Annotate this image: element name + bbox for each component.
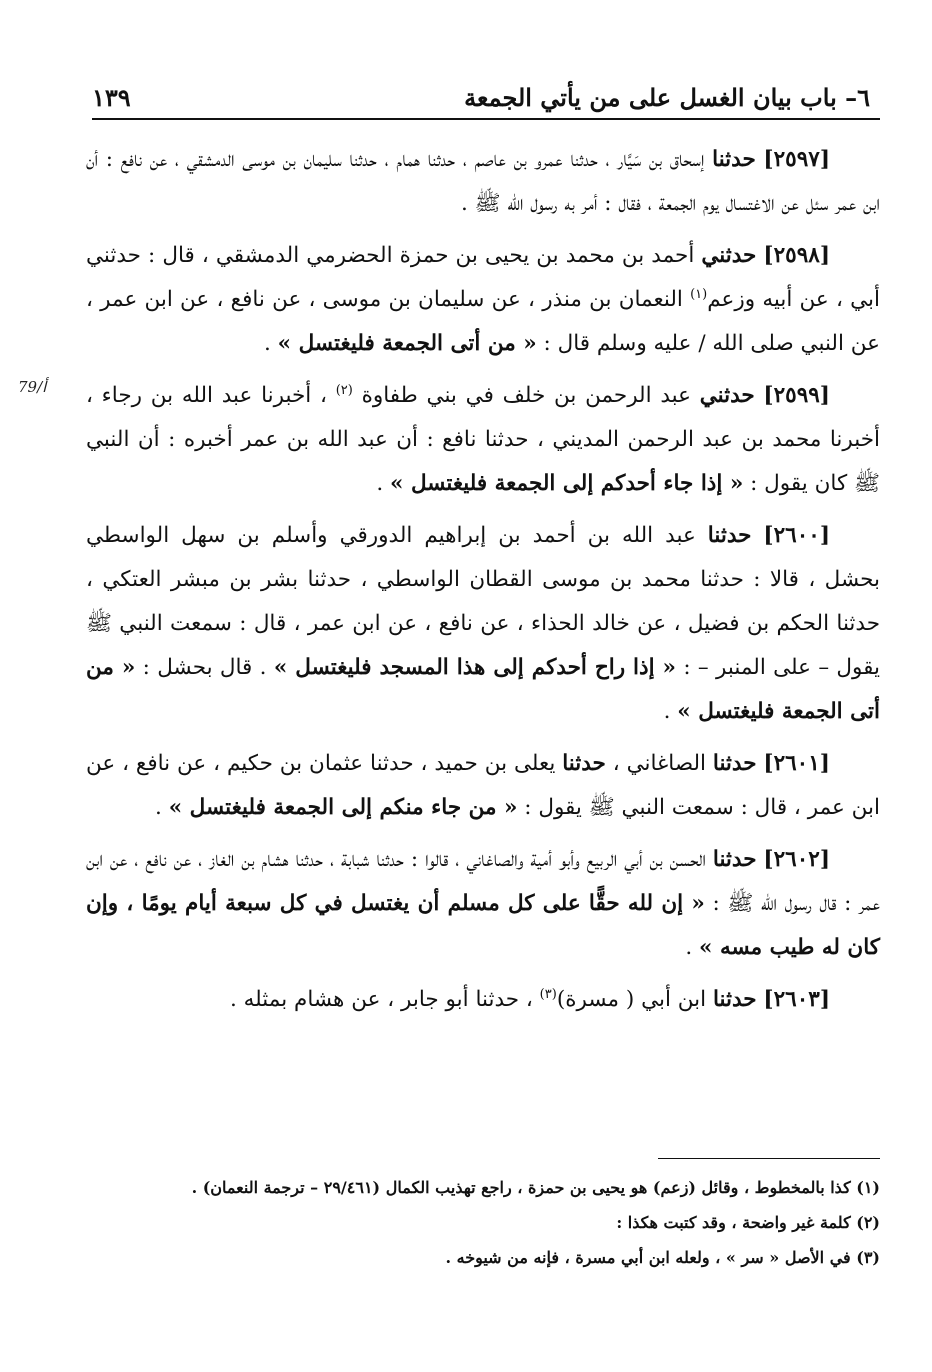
hadith-matn: « من أتى الجمعة فليغتسل » [86,655,880,724]
sentence-end: . [685,935,693,960]
hadith-number: [٢٦٠٣] [763,987,830,1012]
hadith-text: . قال بحشل : [142,655,267,680]
sentence-end: . [263,331,271,356]
hadith-text: النعمان بن منذر ، عن سليمان بن موسى ، عن نافع ، عن ابن عمر ، عن النبي صلى الله / عليه وسلم قال : [86,287,880,356]
hadith-number: [٢٦٠٢] [763,847,830,872]
hadith-2601 [86,742,880,830]
narration-opening: حدثنا [707,523,752,548]
hadith-2599 [86,374,880,506]
footnote-2: (٢) كلمة غير واضحة ، وقد كتبت هكذا : [616,1213,880,1232]
hadith-number: [٢٥٩٨] [763,243,830,268]
hadith-text: عبد الله بن أحمد بن إبراهيم الدورقي وأسلم بن سهل الواسطي بحشل ، قالا : حدثنا محمد بن موسى القطان الواسطي ، حدثنا بشر بن مبشر العتكي ، حدثنا الحكم بن فضيل ، عن خالد الحذاء ، عن نافع ، عن ابن عمر ، قال : سمعت النبي ﷺ يقول – على المنبر – : [86,523,880,680]
hadith-text: إسحاق بن سَيَّار ، حدثنا عمرو بن عاصم ، حدثنا همام ، حدثنا سليمان بن موسى الدمشقي ، عن نافع : أن ابن عمر سئل عن الاغتسال يوم الجمعة ، فقال : أمر به رسول الله ﷺ . [86,147,880,216]
page-header [92,70,870,112]
hadith-text: الصاغاني ، [612,751,706,776]
sentence-end: . [663,699,671,724]
sentence-end: . [155,795,162,820]
sentence-end: . [376,471,384,496]
hadith-2603 [86,978,880,1022]
hadith-body [86,138,880,1026]
footnote-1: (١) كذا بالمخطوط ، وقائل (زعم) هو يحيى بن حمزة ، راجع تهذيب الكمال (٢٩/٤٦١ – ترجمة النعمان) . [191,1178,880,1197]
hadith-number: [٢٦٠١] [763,751,830,776]
narration-opening: حدثني [701,243,757,268]
hadith-number: [٢٥٩٩] [763,383,830,408]
page-number: ١٣٩ [92,83,131,112]
hadith-text: ، أخبرنا عبد الله بن رجاء ، أخبرنا محمد بن عبد الرحمن المديني ، حدثنا نافع : أن عبد الله بن عمر أخبره : أن النبي ﷺ كان يقول : [86,383,880,496]
footnote-ref[interactable]: (٣) [539,986,557,1002]
hadith-matn: « إذا راح أحدكم إلى هذا المسجد فليغتسل » [273,655,676,680]
hadith-matn: « من أتى الجمعة فليغتسل » [277,331,537,356]
hadith-matn: « من جاء منكم إلى الجمعة فليغتسل » [168,795,518,820]
hadith-text: الحسن بن أبي الربيع وأبو أمية والصاغاني ، قالوا : حدثنا شبابة ، حدثنا هشام بن الغاز ، عن نافع ، عن ابن عمر : قال رسول الله ﷺ : [86,847,880,916]
hadith-number: [٢٥٩٧] [763,147,830,172]
hadith-2600 [86,514,880,734]
footnote-3: (٣) في الأصل « سر » ، ولعله ابن أبي مسرة ، فإنه من شيوخه . [445,1248,880,1267]
hadith-text: ، حدثنا أبو جابر ، عن هشام بمثله . [229,987,533,1012]
footnote-ref[interactable]: (١) [690,286,708,302]
footnote-separator [658,1158,880,1159]
hadith-text: أحمد بن محمد بن يحيى بن حمزة الحضرمي الدمشقي ، قال : حدثني أبي ، عن أبيه وزعم [86,243,880,312]
narration-opening: حدثنا [712,987,757,1012]
running-title: ٦– باب بيان الغسل على من يأتي الجمعة [464,83,870,112]
narration-opening: حدثنا [712,751,757,776]
hadith-text: ابن أبي ( مسرة) [556,987,707,1012]
narration-opening: حدثنا [712,147,756,172]
margin-note: 79/أ [18,378,47,396]
footnotes [100,1170,880,1275]
header-rule [92,118,880,120]
footnote-ref[interactable]: (٢) [335,382,353,398]
hadith-2598 [86,234,880,366]
hadith-number: [٢٦٠٠] [763,523,830,548]
narration-opening: حدثنا [562,751,606,776]
hadith-matn: « إن لله حقًّا على كل مسلم أن يغتسل في كل سبعة أيام يومًا ، وإن كان له طيب مسه » [86,891,880,960]
hadith-text: عبد الرحمن بن خلف في بني طفاوة [361,383,691,408]
hadith-text: يعلى بن حميد ، حدثنا عثمان بن حكيم ، عن نافع ، عن ابن عمر ، قال : سمعت النبي ﷺ يقول : [86,751,880,820]
hadith-matn: « إذا جاء أحدكم إلى الجمعة فليغتسل » [390,471,744,496]
narration-opening: حدثني [699,383,755,408]
narration-opening: حدثنا [712,847,757,872]
hadith-2597 [86,138,880,226]
hadith-2602 [86,838,880,970]
